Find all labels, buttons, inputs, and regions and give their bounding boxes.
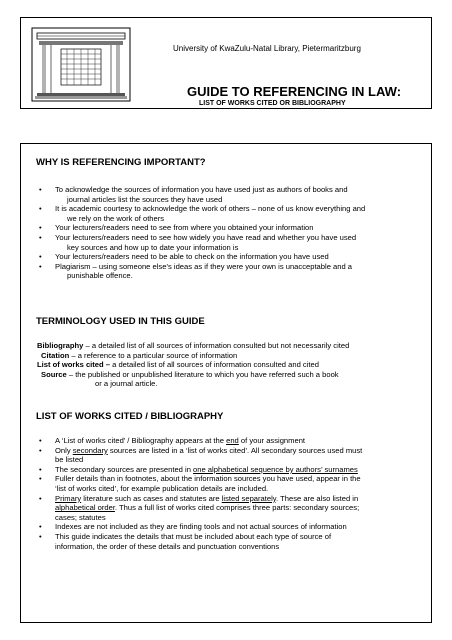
list-item: • To acknowledge the sources of information you have used just as authors of books and journal articles list the sources they have used [21,185,417,204]
list-item: • Primary literature such as cases and statutes are listed separately. These are also listed in alphabetical order. Thus a full list of works cited comprises three parts: secondary sources; cases; statutes [21,494,417,523]
list-item: • Indexes are not included as they are finding tools and not actual sources of information [21,522,417,532]
section-heading-why: WHY IS REFERENCING IMPORTANT? [36,157,206,168]
header-box [20,17,432,109]
list-item: • Plagiarism – using someone else’s ideas as if they were your own is unacceptable and a punishable offence. [21,262,417,281]
list-item: • It is academic courtesy to acknowledge the work of others – none of us know everything and we rely on the work of others [21,204,417,223]
term-works-cited: List of works cited – a detailed list of all sources of information consulted and cited [37,360,319,370]
list-item: • Your lecturers/readers need to see how widely you have read and whether you have used key sources and how up to date your information is [21,233,417,252]
page-subtitle: LIST OF WORKS CITED OR BIBLIOGRAPHY [199,100,346,107]
list-item: • This guide indicates the details that must be included about each type of source of information, the order of these details and punctuation conventions [21,532,417,551]
section-heading-list: LIST OF WORKS CITED / BIBLIOGRAPHY [36,411,224,422]
list-item: • Only secondary sources are listed in a ‘list of works cited’. All secondary sources used must be listed [21,446,417,465]
section-heading-terminology: TERMINOLOGY USED IN THIS GUIDE [36,316,205,327]
list-item: • A ‘List of works cited’ / Bibliography appears at the end of your assignment [21,436,417,446]
term-source: Source – the published or unpublished literature to which you have referred such a book [41,369,339,379]
content-box [20,143,432,623]
list-bullets [21,436,417,551]
term-source-cont: or a journal article. [95,379,158,389]
terminology-list [37,341,349,389]
term-citation: Citation – a reference to a particular source of information [41,350,238,360]
list-item: • Your lecturers/readers need to see from where you obtained your information [21,223,417,233]
term-bibliography: Bibliography – a detailed list of all sources of information consulted but not necessarily cited [37,341,350,350]
why-list [21,185,417,281]
list-item: • The secondary sources are presented in one alphabetical sequence by authors’ surnames [21,465,417,475]
page-title: GUIDE TO REFERENCING IN LAW: [187,84,402,99]
institution-name: University of KwaZulu-Natal Library, Pietermaritzburg [173,44,361,53]
list-item: • Fuller details than in footnotes, about the information sources you have used, appear in the ‘list of works cited’, for example publication details are included. [21,474,417,493]
list-item: • Your lecturers/readers need to be able to check on the information you have used [21,252,417,262]
library-building-icon [31,27,131,102]
